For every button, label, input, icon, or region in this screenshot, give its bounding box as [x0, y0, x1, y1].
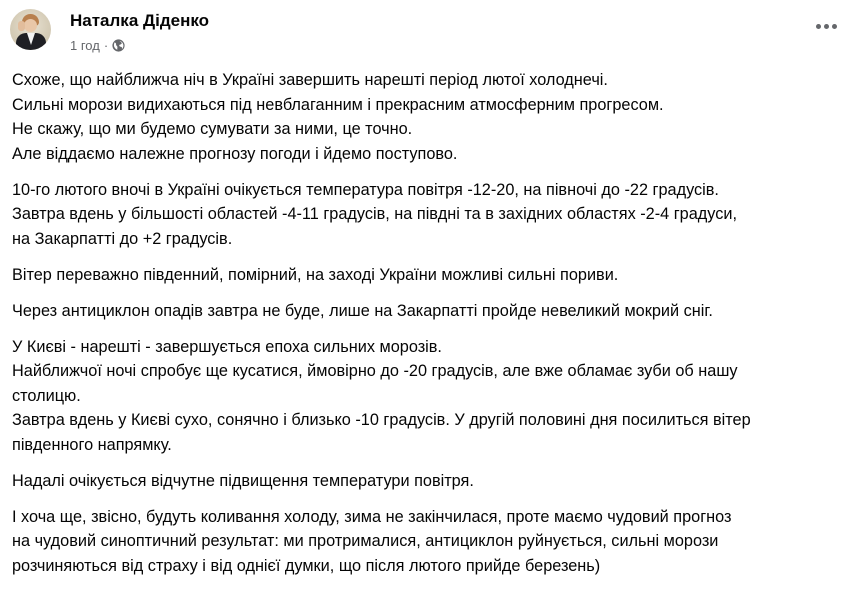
- post-paragraph: [12, 68, 852, 166]
- text-line: на Закарпатті до +2 градусів.: [12, 229, 233, 248]
- post-paragraph: [12, 299, 852, 324]
- more-horizontal-icon: [816, 24, 821, 29]
- post-body: [12, 68, 852, 590]
- post-meta: [70, 36, 125, 54]
- text-line: столицю.: [12, 386, 81, 405]
- post-paragraph: [12, 335, 852, 458]
- post-paragraph: [12, 505, 852, 579]
- text-line: Найближчої ночі спробує ще кусатися, ймовірно до -20 градусів, але вже обламає зуби об нашу: [12, 362, 738, 380]
- globe-icon[interactable]: [112, 39, 125, 52]
- text-line: 10-го лютого вночі в Україні очікується температура повітря -12-20, на півночі до -22 градусів.: [12, 180, 719, 199]
- more-options-button[interactable]: [808, 8, 844, 44]
- post-header: [10, 9, 850, 55]
- author-name[interactable]: Наталка Діденко: [70, 11, 210, 30]
- post-timestamp[interactable]: 1 год: [70, 37, 100, 53]
- text-line: Схоже, що найближча ніч в Україні завершить нарешті період лютої холоднечі.: [12, 71, 608, 89]
- text-line: Але віддаємо належне прогнозу погоди і йдемо поступово.: [12, 144, 458, 163]
- more-horizontal-icon: [832, 24, 837, 29]
- avatar-face: [24, 19, 37, 32]
- text-line: Завтра вдень у більшості областей -4-11 градусів, на півдні та в західних областях -2-4 градуси,: [12, 205, 737, 223]
- text-line: Не скажу, що ми будемо сумувати за ними, це точно.: [12, 120, 413, 138]
- author-avatar[interactable]: [10, 9, 51, 50]
- post-paragraph: [12, 263, 852, 288]
- text-line: Вітер переважно південний, помірний, на заході України можливі сильні пориви.: [12, 265, 619, 284]
- text-line: Надалі очікується відчутне підвищення температури повітря.: [12, 471, 474, 490]
- text-line: У Києві - нарешті - завершується епоха сильних морозів.: [12, 337, 442, 356]
- post-paragraph: [12, 469, 852, 494]
- meta-separator: ·: [103, 37, 109, 53]
- post-paragraph: [12, 178, 852, 252]
- text-line: на чудовий синоптичний результат: ми протрималися, антициклон руйнується, сильні морози: [12, 532, 719, 550]
- text-line: Завтра вдень у Києві сухо, сонячно і близько -10 градусів. У другій половині дня посилиться вітер: [12, 411, 751, 429]
- text-line: південного напрямку.: [12, 435, 172, 454]
- text-line: Сильні морози видихаються під невблаганним і прекрасним атмосферним прогресом.: [12, 95, 664, 114]
- text-line: І хоча ще, звісно, будуть коливання холоду, зима не закінчилася, проте маємо чудовий прогноз: [12, 507, 732, 526]
- avatar-hand: [18, 21, 25, 31]
- text-line: розчиняються від страху і від однієї думки, що після лютого прийде березень): [12, 556, 601, 575]
- more-horizontal-icon: [824, 24, 829, 29]
- text-line: Через антициклон опадів завтра не буде, лише на Закарпатті пройде невеликий мокрий сніг.: [12, 301, 713, 320]
